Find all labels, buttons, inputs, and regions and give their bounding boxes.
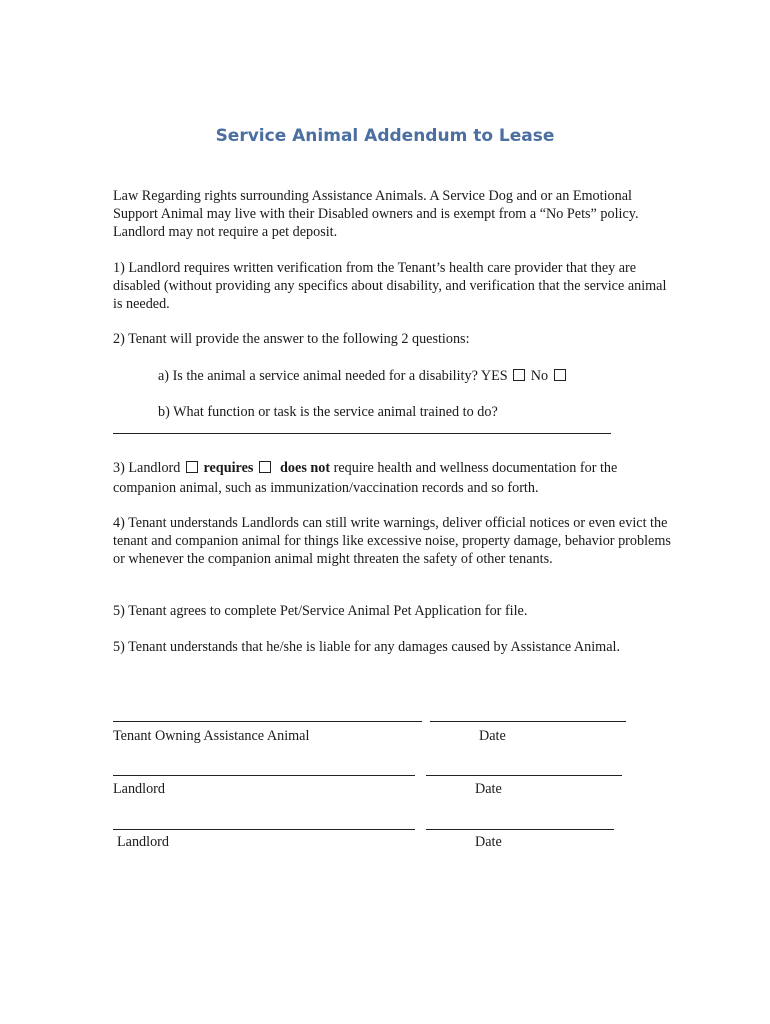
item-3-paragraph bbox=[113, 458, 673, 498]
item-2-paragraph: 2) Tenant will provide the answer to the following 2 questions: bbox=[113, 331, 470, 347]
question-a bbox=[158, 367, 678, 385]
question-b: b) What function or task is the service animal trained to do? bbox=[158, 404, 498, 420]
landlord-1-date-label: Date bbox=[475, 781, 502, 797]
tenant-date-label: Date bbox=[479, 728, 506, 744]
item-5b-paragraph: 5) Tenant understands that he/she is liable for any damages caused by Assistance Animal. bbox=[113, 639, 620, 655]
document-title: Service Animal Addendum to Lease bbox=[215, 126, 555, 146]
tenant-signature-label: Tenant Owning Assistance Animal bbox=[113, 728, 310, 744]
item-3-prefix: 3) Landlord bbox=[113, 460, 181, 476]
landlord-1-signature-line[interactable] bbox=[113, 775, 415, 776]
landlord-1-signature-label: Landlord bbox=[113, 781, 166, 797]
requires-checkbox[interactable] bbox=[186, 461, 198, 473]
intro-paragraph: Law Regarding rights surrounding Assistance Animals. A Service Dog and or an Emotional Support Animal may live with their Disabled owners and is exempt from a “No Pets” policy. Landlord may not require a pet deposit. bbox=[113, 188, 639, 240]
item-5a-paragraph: 5) Tenant agrees to complete Pet/Service Animal Pet Application for file. bbox=[113, 603, 528, 619]
no-checkbox[interactable] bbox=[554, 369, 566, 381]
landlord-2-signature-label: Landlord bbox=[117, 834, 170, 850]
landlord-1-date-line[interactable] bbox=[426, 775, 622, 776]
landlord-2-date-line[interactable] bbox=[426, 829, 614, 830]
tenant-signature-line[interactable] bbox=[113, 721, 422, 722]
tenant-date-line[interactable] bbox=[430, 721, 626, 722]
item-1-paragraph: 1) Landlord requires written verification from the Tenant’s health care provider that they are disabled (without providing any specifics about disability, and verification that the service animal is needed. bbox=[113, 260, 667, 312]
question-b-answer-line bbox=[113, 433, 611, 434]
landlord-2-signature-line[interactable] bbox=[113, 829, 415, 830]
requires-label: requires bbox=[203, 460, 254, 476]
question-a-text: a) Is the animal a service animal needed for a disability? YES bbox=[158, 368, 508, 384]
does-not-label: does not bbox=[280, 460, 331, 476]
landlord-2-date-label: Date bbox=[475, 834, 502, 850]
item-4-paragraph: 4) Tenant understands Landlords can still write warnings, deliver official notices or even evict the tenant and companion animal for things like excessive noise, property damage, behavior problems or whenever the companion animal might threaten the safety of other tenants. bbox=[113, 515, 671, 567]
yes-checkbox[interactable] bbox=[513, 369, 525, 381]
item-3-rest: require health and wellness documentation for the companion animal, such as immunization/vaccination records and so forth. bbox=[113, 460, 618, 496]
does-not-checkbox[interactable] bbox=[259, 461, 271, 473]
no-label: No bbox=[530, 368, 549, 384]
